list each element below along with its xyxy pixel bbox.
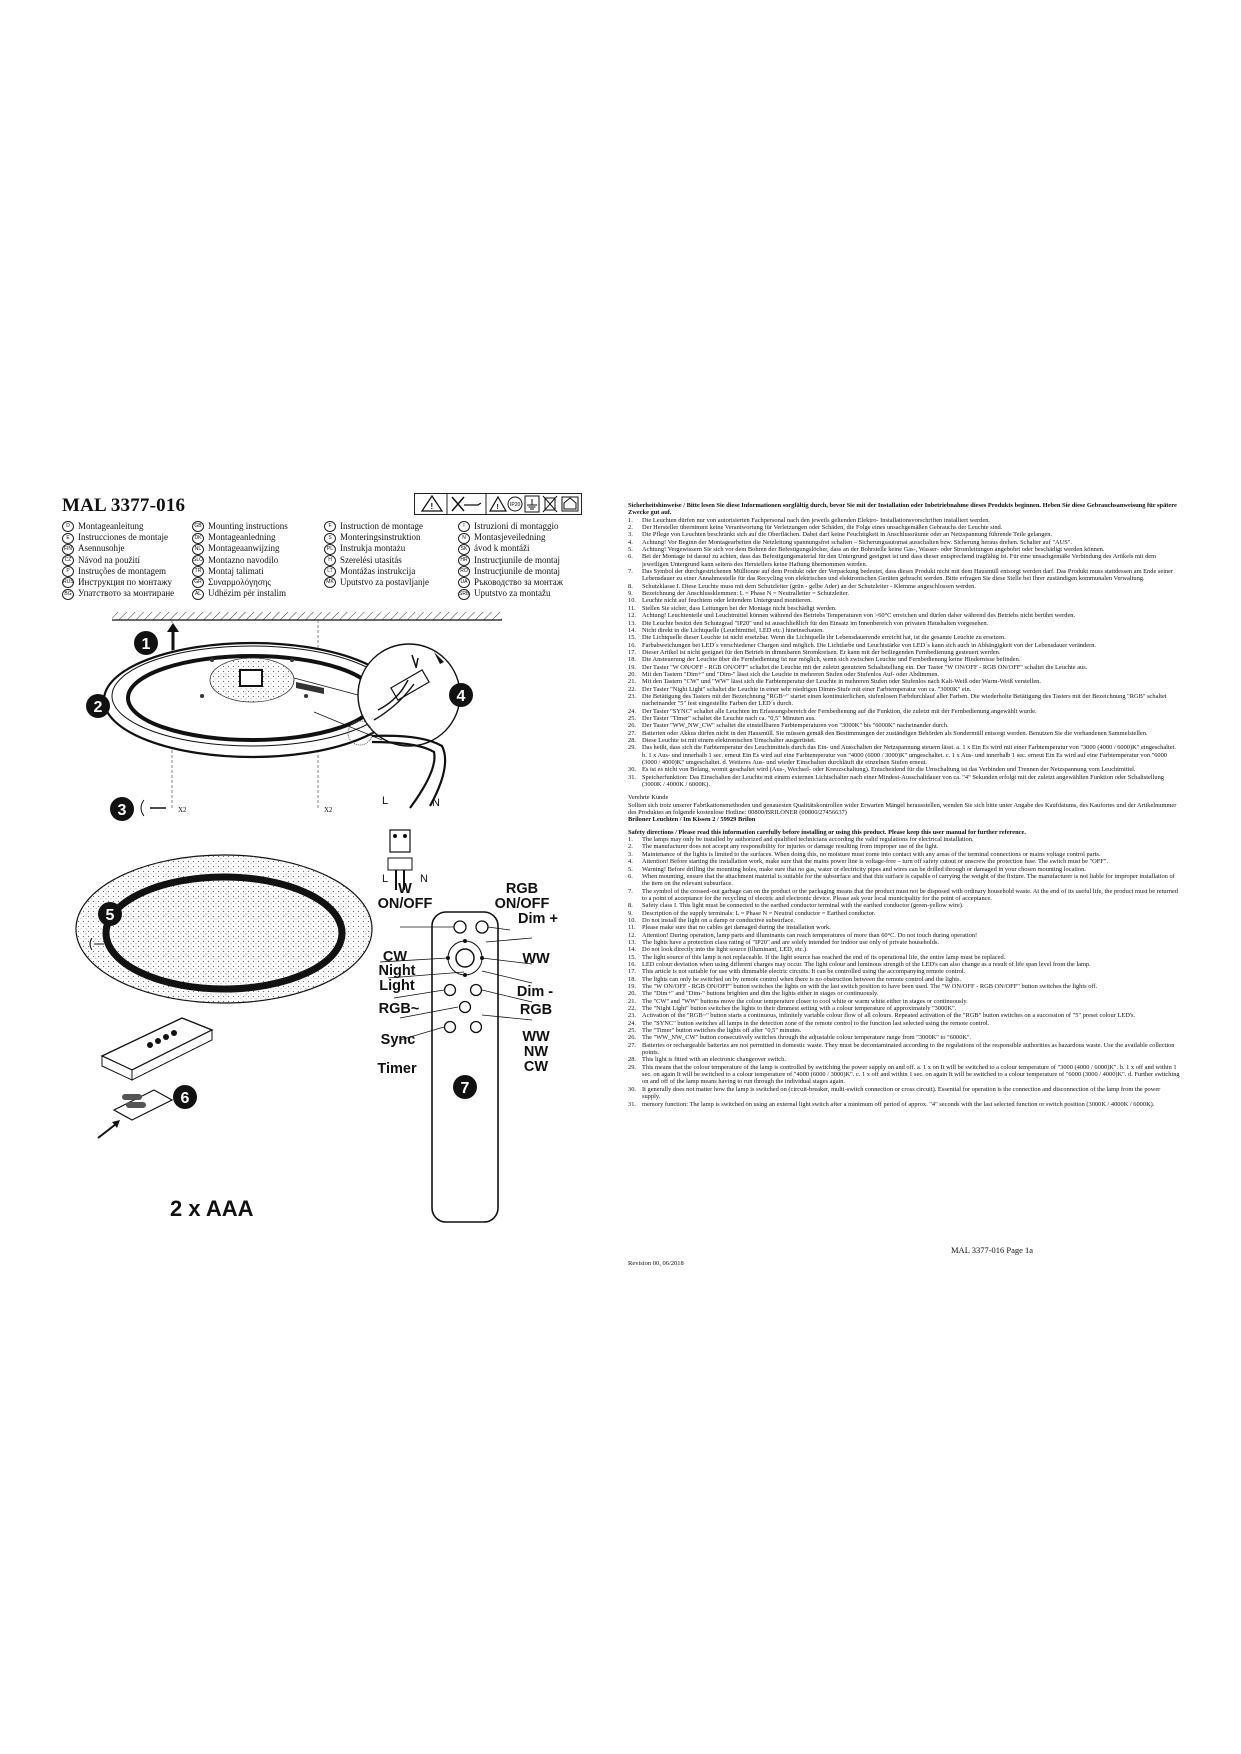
item-number: 20. [628, 670, 636, 678]
remote-label-dim-plus: Dim + [518, 911, 558, 927]
item-number: 9. [628, 909, 633, 917]
item-number: 12. [628, 612, 636, 620]
german-item [628, 737, 1180, 744]
german-item [628, 583, 1180, 590]
german-item [628, 766, 1180, 773]
remote-label-timer: Timer [377, 1061, 417, 1077]
english-item [628, 866, 1180, 873]
remote-label-dim-minus: Dim - [516, 984, 554, 1000]
remote-label-ww: WW [522, 951, 550, 967]
wire-n-label: N [432, 797, 440, 809]
english-item [628, 924, 1180, 931]
item-text: Achtung! Leuchtenteile und Leuchtmittel können während des Betriebs Temperaturen von >60°C erreichen und dürfen daher während des Betriebs nicht berührt werden. [642, 612, 1076, 620]
svg-text:1: 1 [141, 636, 151, 653]
item-number: 23. [628, 1012, 636, 1020]
item-number: 3. [628, 531, 633, 539]
item-number: 26. [628, 722, 636, 730]
item-number: 9. [628, 590, 633, 598]
item-number: 16. [628, 960, 636, 968]
item-number: 13. [628, 619, 636, 627]
english-item [628, 961, 1180, 968]
country-badge: HR [458, 555, 470, 566]
item-number: 4. [628, 538, 633, 546]
german-item [628, 744, 1180, 766]
item-number: 31. [628, 773, 636, 781]
country-badge: FIN [62, 544, 74, 555]
item-number: 3. [628, 850, 633, 858]
item-number: 7. [628, 887, 633, 895]
language-item-n: N Montasjeveiledning [458, 532, 563, 543]
item-number: 25. [628, 1027, 636, 1035]
item-number: 2. [628, 524, 633, 532]
item-text: This article is not suitable for use with dimmable electric circuits. It can be controlled using the accompanying remote control. [642, 968, 966, 976]
country-badge: F [324, 521, 336, 532]
mains-cable-and-terminal [348, 721, 445, 890]
item-text: Batterien oder Akkus dürfen nicht in den Hausmüll. Sie müssen gemäß den Bestimmungen der zuständigen Behörden als Sondermüll entsorgt werden. Benutzen Sie die vorhandenen Sammelstellen. [642, 729, 1148, 737]
item-number: 24. [628, 1019, 636, 1027]
item-number: 2. [628, 843, 633, 851]
item-text: Attention! Before starting the installation work, make sure that the mains power line is voltage-free – turn off safety cutout or unscrew the protection fuse. The switch must be "OFF". [642, 858, 1109, 866]
item-number: 8. [628, 582, 633, 590]
german-item [628, 627, 1180, 634]
item-number: 8. [628, 902, 633, 910]
installation-diagram [62, 600, 582, 1240]
item-text: The lights can only be switched on by remote control when there is no obstruction between the remote control and the lights. [642, 975, 962, 983]
language-item-bg: BG Упатството за монтиране [62, 588, 174, 599]
item-text: memory function: The lamp is switched on using an external light switch after a minimum off period of approx. "4" seconds with the last selected function or switch position (3000K / 4000K / 6000K). [642, 1100, 1155, 1108]
item-number: 21. [628, 678, 636, 686]
item-text: This means that the colour temperature of the lamp is controlled by switching the power supply on and off. a. 1 x on It will be switched to a colour temperature of "3000 (4000 / 6000)K". b. 1 x off and within 1 sec. on again It will be switched to a colour temperature of "4000 (6000 / 3000)K". c. 1 x off and within 1 sec. on again It will be switched to a colour temperature of "6000 (3000 / 4000)K". d. Further switching on and off of the lamp means having to run through the individual stages again. [642, 1063, 1180, 1086]
item-text: The lights have a protection class rating of "IP20" and are solely intended for indoor use only of private households. [642, 938, 939, 946]
english-item [628, 1027, 1180, 1034]
language-item-al: AL Udhëzim për instalim [192, 588, 288, 599]
step-7-marker: 7 [460, 1080, 470, 1097]
german-item [628, 612, 1180, 619]
remote-label-w-onoff: W ON/OFF [377, 881, 433, 912]
svg-text:3: 3 [117, 802, 127, 819]
item-number: 5. [628, 546, 633, 554]
item-number: 28. [628, 1056, 636, 1064]
english-item [628, 1042, 1180, 1057]
language-item-pl: PL Instrukja montażu [324, 543, 429, 554]
step-6-marker [173, 1085, 197, 1109]
country-badge: N [458, 533, 470, 544]
item-text: The "Timer" button switches the lights off after "0,5" minutes. [642, 1027, 802, 1035]
item-number: 5. [628, 865, 633, 873]
item-text: The "CW" and "WW" buttons move the colour temperature closer to cool white or warm white either in stages or continuously. [642, 997, 968, 1005]
item-text: Batteries or rechargeable batteries are not permitted in domestic waste. They must be decontaminated according to the regulations of the responsible authorities as hazardous waste. Use the available collection points. [642, 1041, 1175, 1057]
country-badge: SLO [192, 555, 204, 566]
german-item [628, 597, 1180, 604]
language-item-ua: UA Ръководство за монтаж [458, 577, 563, 588]
item-text: Der Taster "WW_NW_CW" schaltet die einstellbaren Farbtemperaturen von "3000K" bis "6000K" nacheinander durch. [642, 722, 949, 730]
item-number: 29. [628, 744, 636, 752]
item-text: Nicht direkt in die Lichtquelle (Leuchtmittel, LED etc.) hineinschauen. [642, 626, 824, 634]
weee-bin-icon [543, 496, 557, 512]
language-item-sk: SK ávod k montáži [458, 543, 563, 554]
english-item [628, 990, 1180, 997]
german-items-list [628, 517, 1180, 789]
item-text: Die Betätigung des Tasters mit der Bezeichnung "RGB~" startet einen kontinuierlichen, stufenlosen Farbdurchlauf aller Farben. Die wiederholte Betätigung des Tasters mit der Bezeichnung "RGB" schaltet nacheinander "5" fest eingestellte Farben der LED´s durch. [642, 692, 1167, 708]
language-item-slo: SLO Montazno navodilo [193, 554, 279, 565]
english-item [628, 1101, 1180, 1108]
language-item-s: S Monteringsinstruktion [324, 532, 429, 543]
item-text: Mit den Tastern "Dim+" und "Dim-" lässt sich die Leuchte in mehreren Stufen oder Stufenlos Auf- oder Abdimmen. [642, 670, 940, 678]
english-item [628, 1086, 1180, 1101]
item-number: 12. [628, 931, 636, 939]
german-item [628, 531, 1180, 538]
german-item [628, 539, 1180, 546]
german-item [628, 730, 1180, 737]
item-text: Please make sure that no cables get damaged during the installation work. [642, 924, 831, 932]
country-badge: GB [192, 521, 204, 532]
english-item [628, 1056, 1180, 1063]
language-item-e: E Instrucciones de montaje [62, 532, 174, 543]
item-number: 6. [628, 872, 633, 880]
item-text: The symbol of the crossed-out garbage can on the product or the packaging means that the product must not be disposed with ordinary household waste. At the end of its useful life, the product must be returned to a point of acceptance for the recycling of electric and electronic device. Please ask your local municipality for the point of acceptance. [642, 887, 1178, 902]
screw-count-label: X2 [178, 806, 187, 814]
country-badge: RUS [62, 577, 74, 588]
item-text: Es ist es nicht von Belang, womit geschaltet wird (Aus-, Wechsel- oder Kreuzschaltung). Entscheidend für die Umschaltung ist das Verbinden und Trennen der Netzspannung vom Leuchtmittel. [642, 766, 1136, 774]
item-number: 11. [628, 924, 636, 932]
step-3-marker [110, 797, 333, 821]
item-text: Schutzklasse I. Diese Leuchte muss mit dem Schutzleiter (grün - gelbe Ader) an der Schutzleiter - Klemme angeschlossen werden. [642, 582, 976, 590]
country-badge: I [458, 521, 470, 532]
item-text: The "Dim+" and "Dim-" buttons brighten and dim the lights either in stages or continuously. [642, 990, 879, 998]
item-text: Das heißt, dass sich die Farbtemperatur des Leuchtmittels durch das Ein- und Ausschalten der Netzspannung steuern lässt. a. 1 x Ein Es wird mit einer Farbtemperatur von "3000 (4000 / 6000)K" eingeschaltet. b. 1 x Aus- und innerhalb 1 sec. erneut Ein Es wird auf eine Farbtemperatur von "4000 (6000 / 3000)K" umgeschaltet. c. 1 x Aus- und innerhalb 1 sec. erneut Ein Es wird auf eine Farbtemperatur von "6000 (3000 / 4000)K" umgeschaltet. d. Weiteres Aus- und wieder Einschalten durchläuft die einzelnen Stufen erneut. [642, 744, 1176, 767]
warning-symbols-strip [414, 493, 582, 515]
wire-n-label: N [420, 873, 428, 885]
item-text: Description of the supply terminals: L = Phase N = Neutral conductor = Earthed conductor. [642, 909, 876, 917]
country-badge: BG [62, 589, 74, 600]
item-number: 30. [628, 766, 636, 774]
german-item [628, 671, 1180, 678]
item-number: 17. [628, 648, 636, 656]
item-text: Dieser Artikel ist nicht geeignet für den Betrieb in dimmbaren Stromkreisen. Er kann mit der beiliegenden Fernbedienung gesteuert werden. [642, 648, 1001, 656]
language-item-ro: RO Instrucţiunile de montaj [458, 566, 563, 577]
revision-note: Revision 00, 06/2018 [628, 1260, 684, 1267]
item-number: 6. [628, 553, 633, 561]
german-item [628, 715, 1180, 722]
remote-label-cw: CW [382, 949, 408, 965]
item-number: 31. [628, 1100, 636, 1108]
country-badge: DK [192, 533, 204, 544]
language-item-p: P Instruções de montagem [62, 566, 174, 577]
english-item [628, 858, 1180, 865]
item-number: 17. [628, 968, 636, 976]
item-number: 18. [628, 656, 636, 664]
country-badge: MK [324, 577, 336, 588]
item-text: Speicherfunktion: Das Einschalten der Leuchte mit einem externen Lichtschalter nach einer Mindest-Ausschaltdauer von ca. "4" Sekunden erfolgt mit der zuletzt angewählten Funktion oder Schaltstellung (3000K / 4000K / 6000K). [642, 773, 1164, 789]
item-number: 23. [628, 692, 636, 700]
item-number: 1. [628, 516, 633, 524]
country-badge: RO [458, 566, 470, 577]
item-text: Der Hersteller übernimmt keine Verantwortung für Verletzungen oder Schäden, die Folge eines unsachgemäßen Gebrauchs der Leuchte sind. [642, 524, 1003, 532]
german-safety-section [628, 502, 1180, 1108]
item-text: Warning! Before drilling the mounting holes, make sure that no gas, water or electricity pipes and wires can be drilled through or damaged in your chosen mounting location. [642, 865, 1086, 873]
country-badge: SK [458, 544, 470, 555]
german-item [628, 686, 1180, 693]
country-badge: SRB [458, 589, 470, 600]
language-item-hr: HR Instrucţiunile de montaj [458, 555, 563, 566]
item-number: 22. [628, 1005, 636, 1013]
wire-l-label: L [382, 795, 389, 807]
item-text: Mit den Tastern "CW" und "WW" lässt sich die Farbtemperatur der Leuchte in mehreren Stufen oder Stufenlos nach Kalt-Weiß oder Warm-Weiß verstellen. [642, 678, 1041, 686]
english-item [628, 917, 1180, 924]
step-4-marker [449, 683, 473, 707]
item-text: Do not install the light on a damp or conductive subsurface. [642, 916, 795, 924]
item-number: 7. [628, 568, 633, 576]
english-item [628, 873, 1180, 888]
language-item-f: F Instruction de montage [324, 521, 429, 532]
svg-text:IP20: IP20 [510, 502, 521, 508]
item-text: The "W ON/OFF - RGB ON/OFF" button switches the lights on with the last switch position to have been used. The "W ON/OFF - RGB ON/OFF" button switches the lights off. [642, 983, 1098, 990]
german-item [628, 774, 1180, 789]
language-item-dk: DK Montageanledning [192, 532, 288, 543]
country-badge: H [324, 555, 336, 566]
english-item [628, 910, 1180, 917]
item-text: The "WW_NW_CW" button consecutively switches through the adjustable colour temperature range from "3000K" to "6000K". [642, 1034, 972, 1042]
item-number: 4. [628, 858, 633, 866]
ceiling-hatch [112, 612, 502, 620]
item-text: Der Taster "Timer" schaltet die Leuchte nach ca. "0,5" Minuten aus. [642, 714, 816, 722]
english-item [628, 976, 1180, 983]
country-badge: GR [192, 577, 204, 588]
german-item [628, 722, 1180, 729]
step-2-marker [86, 694, 110, 718]
item-number: 14. [628, 946, 636, 954]
german-item [628, 553, 1180, 568]
country-badge: S [324, 533, 336, 544]
item-text: The lamps may only be installed by authorized and qualified technicians according the valid regulations for electrical installation. [642, 836, 974, 844]
item-number: 14. [628, 626, 636, 634]
german-item [628, 678, 1180, 685]
item-number: 13. [628, 938, 636, 946]
item-text: Farbabweichungen bei LED´s verschiedener Chargen sind möglich. Die Lichtfarbe und Leuchtstärke von LED´s kann sich auch in Abhängigkeit von der Lebensdauer verändern. [642, 641, 1096, 649]
item-text: Achtung! Vor Beginn der Montagearbeiten die Netzleitung spannungsfrei schalten – Sicherungsautomat ausschalten bzw. Sicherung heraus drehen. Schalter auf "AUS". [642, 538, 1072, 546]
german-heading: Sicherheitshinweise / Bitte lesen Sie diese Informationen sorgfältig durch, bevor Sie mit der Installation oder Inbetriebnahme dieses Produkts beginnen. Heben Sie diese Gebrauchsanweisung für spätere Zwecke gut auf. [628, 502, 1177, 517]
english-items-list [628, 836, 1180, 1108]
ceiling-lamp [76, 855, 372, 1003]
item-number: 11. [628, 604, 636, 612]
item-number: 15. [628, 953, 636, 961]
german-item [628, 590, 1180, 597]
item-text: Das Symbol der durchgestrichenen Mülltonne auf dem Produkt oder der Verpackung bedeutet, dass dieses Produkt nicht mit dem Hausmüll entsorgt werden darf. Das Produkt muss stattdessen am Ende seiner Lebensdauer zu einer Annahmestelle für das Recycling von elektrischen und elektronischen Geräten gebracht werden. Bitte erfragen Sie diese Stelle bei Ihrer zuständigen kommunalen Verwaltung. [642, 568, 1174, 583]
german-item [628, 693, 1180, 708]
remote-label-rgb-tilde: RGB~ [378, 1001, 420, 1017]
german-item [628, 634, 1180, 641]
german-item [628, 605, 1180, 612]
language-item-gb: GB Mounting instructions [192, 521, 288, 532]
wire-l-label: L [382, 873, 389, 885]
ceiling-base-plate [104, 643, 400, 757]
item-number: 21. [628, 997, 636, 1005]
page-footer: MAL 3377-016 Page 1a [951, 1245, 1034, 1255]
item-text: The "Night Light" button switches the lights to their dimmest setting with a colour temperature of approximately "3000K". [642, 1005, 957, 1013]
svg-text:5: 5 [105, 907, 115, 924]
german-item [628, 642, 1180, 649]
item-text: Leuchte nicht auf feuchtem oder leitendem Untergrund montieren. [642, 597, 812, 605]
english-item [628, 998, 1180, 1005]
item-number: 10. [628, 597, 636, 605]
language-item-gr: GR Συναρμολόγησης [192, 577, 288, 588]
english-heading: Safety directions / Please read this information carefully before installing or using this product. Please keep this user manual for further reference. [628, 828, 1026, 836]
remote-battery-illustration [98, 1018, 212, 1138]
item-text: When mounting, ensure that the attachment material is suitable for the subsurface and that this surface is capable of carrying the weight of the fixture. The manufacturer is not liable for improper installation of the item on the relevant subsurface. [642, 872, 1175, 888]
item-text: Diese Leuchte ist mit einem elektronischen Umschalter ausgerüstet. [642, 737, 816, 744]
english-item [628, 1020, 1180, 1027]
german-item [628, 620, 1180, 627]
language-item-lt: LT Montážas instrukcija [324, 566, 429, 577]
language-item-cz: CZ Návod na použití [62, 555, 174, 566]
country-badge: PL [324, 544, 336, 555]
german-item [628, 649, 1180, 656]
english-item [628, 1034, 1180, 1041]
item-text: The "SYNC" button switches all lamps in the detection zone of the remote control to the function last selected using the remote control. [642, 1019, 990, 1027]
remote-label-sync: Sync [380, 1032, 416, 1048]
language-item-fin: FIN Asennusohje [63, 543, 125, 554]
item-number: 18. [628, 975, 636, 983]
english-item [628, 946, 1180, 953]
english-item [628, 851, 1180, 858]
country-badge: D [62, 521, 74, 532]
english-item [628, 843, 1180, 850]
language-item-tr: TR Montaj talimati [192, 566, 288, 577]
german-item [628, 546, 1180, 553]
item-number: 19. [628, 983, 636, 990]
item-number: 20. [628, 990, 636, 998]
item-number: 19. [628, 663, 636, 671]
remote-label-night-light: Night Light [378, 963, 416, 994]
item-text: Achtung! Vergewissern Sie sich vor dem Bohren der Befestigungslöcher, dass an der Bohrstelle keine Gas-, Wasser- oder Stromleitungen angebohrt oder beschädigt werden können. [642, 546, 1105, 554]
item-text: The manufacturer does not accept any responsibility for injuries or damage resulting from improper use of the light. [642, 843, 939, 851]
svg-text:2: 2 [93, 699, 103, 716]
item-text: Safety class I. This light must be connected to the earthed conductor terminal with the earthed conductor (green-yellow wire). [642, 902, 964, 910]
language-item-i: I Istruzioni di montaggio [458, 521, 563, 532]
svg-text:6: 6 [180, 1090, 190, 1107]
item-text: Der Taster "W ON/OFF - RGB ON/OFF" schaltet die Leuchte mit der zuletzt genutzten Schaltstellung ein. Der Taster "W ON/OFF - RGB ON/OFF" schaltet die Leuchte aus. [642, 663, 1088, 671]
country-badge: E [62, 533, 74, 544]
country-badge: AL [192, 589, 204, 600]
english-item [628, 1064, 1180, 1086]
item-text: Die Pflege von Leuchten beschränkt sich auf die Oberflächen. Dabei darf keine Feuchtigkeit in Anschlussräume oder an Netzspannung führende Teile gelangen. [642, 531, 1053, 539]
item-text: Bezeichnung der Anschlussklemmen: L = Phase N = Neutralleiter = Schutzleiter. [642, 590, 850, 598]
item-text: Maintenance of the lights is limited to the surfaces. When doing this, no moisture must come into contact with any areas of the terminal connections or mains voltage control parts. [642, 850, 1101, 858]
country-badge: UA [458, 577, 470, 588]
remote-label-ww-nw-cw: WW NW CW [522, 1029, 550, 1075]
language-item-rus: RUS Инструкция по монтажу [63, 576, 172, 587]
country-badge: TR [192, 566, 204, 577]
svg-text:!: ! [496, 504, 499, 511]
english-item [628, 968, 1180, 975]
language-item-nl: NL Montageaanwijzing [192, 543, 288, 554]
language-item-srb: SRB Uputstvo za montažu [459, 588, 551, 599]
english-item [628, 902, 1180, 909]
language-item-mk: MK Uputstvo za postavljanje [324, 577, 429, 588]
svg-text:!: ! [430, 502, 434, 511]
item-text: Die Leuchte besitzt den Schutzgrad "IP20" und ist ausschließlich für den Einsatz im Innenbereich von privaten Haushalten vorgesehen. [642, 619, 989, 627]
item-text: Stellen Sie sicher, dass Leitungen bei der Montage nicht beschädigt werden. [642, 604, 837, 612]
country-badge: NL [192, 544, 204, 555]
english-item [628, 1005, 1180, 1012]
country-badge: CZ [62, 555, 74, 566]
english-item [628, 939, 1180, 946]
german-item [628, 524, 1180, 531]
item-number: 24. [628, 707, 636, 715]
item-text: Activation of the "RGB~" button starts a continuous, infinitely variable colour flow of all colours. Repeated activation of the "RGB" button switches on a succession of "5" preset colour LED's. [642, 1012, 1136, 1020]
item-text: Der Taster "Night Light" schaltet die Leuchte in einer sehr niedrigen Dimm-Stufe mit einer Farbtemperatur von ca. "3000K" ein. [642, 685, 972, 693]
item-number: 28. [628, 737, 636, 744]
english-item [628, 932, 1180, 939]
item-text: Die Lichtquelle dieser Leuchte ist nicht ersetzbar. Wenn die Lichtquelle ihr Lebensdauerende erreicht hat, ist die gesamte Leuchte zu ersetzen. [642, 634, 1006, 642]
screw-count-label: X2 [324, 806, 333, 814]
item-number: 15. [628, 634, 636, 642]
item-number: 22. [628, 685, 636, 693]
german-item [628, 517, 1180, 524]
item-text: Do not look directly into the light source (illuminant, LED, etc.). [642, 946, 808, 954]
german-item [628, 708, 1180, 715]
document-title: MAL 3377-016 [62, 495, 186, 516]
item-number: 25. [628, 714, 636, 722]
english-item [628, 954, 1180, 961]
item-text: Bei der Montage ist darauf zu achten, dass das Befestigungsmaterial für den Untergrund geeignet ist und dass dieser entsprechend tragfähig ist. Für eine unsachgemäße Verbindung des Artikels mit dem jeweiligen Untergrund kann seitens des Herstellers keine Haftung übernommen werden. [642, 553, 1157, 568]
remote-label-rgb-onoff: RGB ON/OFF [494, 881, 550, 912]
item-number: 10. [628, 916, 636, 924]
language-item-h: H Szerelési utasítás [324, 555, 429, 566]
country-badge: LT [324, 566, 336, 577]
country-badge: P [62, 566, 74, 577]
german-address: Briloner Leuchten / Im Kissen 2 / 59929 Brilon [628, 816, 756, 824]
item-text: This light is fitted with an electronic changeover switch. [642, 1056, 786, 1064]
item-number: 29. [628, 1063, 636, 1071]
item-text: It generally does not matter how the lamp is switched on (circuit-breaker, multi-switch connection or cross circuit). Essential for operation is the connection and disconnection of the lamp from the power supply. [642, 1085, 1161, 1101]
item-number: 27. [628, 729, 636, 737]
item-text: Der Taster "SYNC" schaltet alle Leuchten im Erfassungsbereich der Fernbedienung auf die Funktion, die zuletzt mit der Fernbedienung angewählt wurde. [642, 707, 1037, 715]
german-item [628, 568, 1180, 583]
svg-text:4: 4 [456, 688, 466, 705]
battery-label: 2 x AAA [170, 1196, 254, 1221]
english-item [628, 1012, 1180, 1019]
item-text: LED colour deviation when using different charges may occur. The light colour and luminous strength of the LED's can also change as a result of life span level from the lamp. [642, 960, 1091, 968]
german-item [628, 656, 1180, 663]
item-text: The light source of this lamp is not replaceable. If the light source has reached the end of its operational life, the entire lamp must be replaced. [642, 953, 1006, 961]
english-item [628, 836, 1180, 843]
english-item [628, 983, 1180, 990]
item-number: 26. [628, 1034, 636, 1042]
item-number: 1. [628, 836, 633, 844]
language-item-d: D Montageanleitung [62, 521, 174, 532]
item-text: Die Ansteuerung der Leuchte über die Fernbedienung ist nur möglich, wenn sich zwischen Leuchte und Fernbedienung keine Hindernisse befinden. [642, 656, 1021, 664]
german-item [628, 664, 1180, 671]
remote-label-rgb: RGB [519, 1002, 553, 1018]
item-text: Die Leuchten dürfen nur von autorisierten Fachpersonal nach den jeweils geltenden Elektro- Installationsvorschriften installiert werden. [642, 516, 990, 524]
item-number: 30. [628, 1085, 636, 1093]
item-number: 16. [628, 641, 636, 649]
german-contact-text: Verehrte Kunde Sollten sich trotz unserer Fabrikationsmethoden und genauesten Qualitätskontrollen wider Erwarten Mängel herausstellen, wenden Sie sich bitte unter Angabe des Kaufdatums, des Kaufortes und der Artikelnummer des Produktes an folgende kostenlose Hotline: 00800/BRILONER (00800/27456637) [628, 794, 1177, 817]
item-text: Attention! During operation, lamp parts and illuminants can reach temperatures of more than 60°C. Do not touch during operation! [642, 931, 978, 939]
english-item [628, 888, 1180, 903]
item-number: 27. [628, 1041, 636, 1049]
